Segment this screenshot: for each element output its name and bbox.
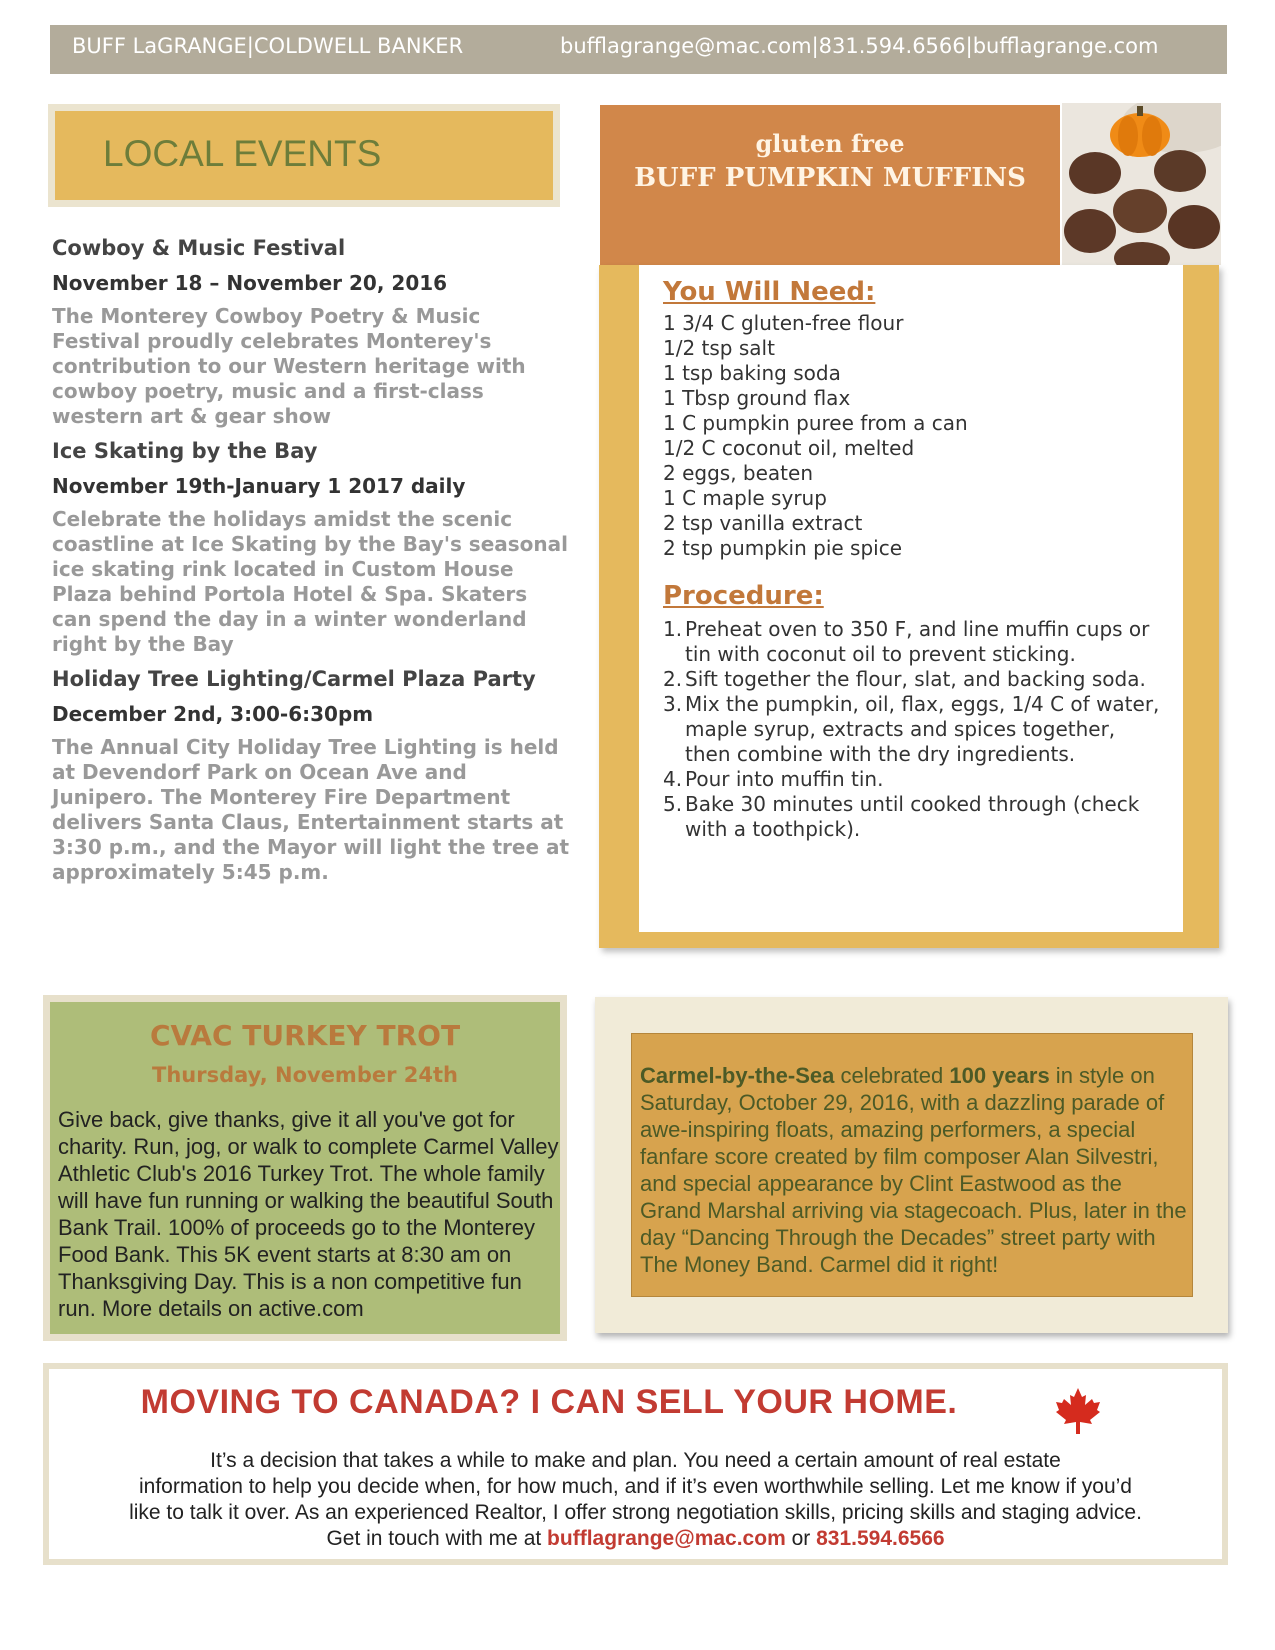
ingredients-heading: You Will Need: — [663, 277, 876, 307]
turkey-trot-date: Thursday, November 24th — [152, 1063, 458, 1087]
step-text: Sift together the flour, slat, and backing soda. — [685, 667, 1146, 691]
procedure-step — [663, 792, 1163, 842]
procedure-list — [663, 617, 1163, 842]
canada-line: It’s a decision that takes a while to make and plan. You need a certain amount of real estate — [210, 1449, 1061, 1472]
recipe-subtitle: gluten free — [755, 129, 905, 158]
procedure-step — [663, 617, 1163, 667]
pumpkin-muffins-photo — [1062, 103, 1221, 265]
recipe-title: BUFF PUMPKIN MUFFINS — [634, 163, 1026, 193]
ingredient-item: 1/2 C coconut oil, melted — [663, 436, 915, 460]
carmel-body — [640, 1062, 1188, 1278]
procedure-step — [663, 692, 1163, 767]
agent-name: BUFF LaGRANGE|COLDWELL BANKER — [72, 34, 464, 58]
canada-line: like to talk it over. As an experienced Realtor, I offer strong negotiation skills, pricing skills and staging advice. — [129, 1501, 1142, 1524]
local-events-title: LOCAL EVENTS — [103, 133, 382, 174]
step-number: 2. — [663, 667, 683, 691]
event-title: Cowboy & Music Festival — [52, 236, 346, 260]
canada-box — [43, 1363, 1228, 1565]
turkey-trot-title: CVAC TURKEY TROT — [149, 1019, 461, 1052]
step-text: Bake 30 minutes until cooked through (check with a toothpick). — [685, 792, 1140, 841]
ingredient-item: 1/2 tsp salt — [663, 336, 775, 360]
ingredient-item: 2 tsp vanilla extract — [663, 511, 863, 535]
local-events-banner-inner — [55, 111, 553, 200]
carmel-box — [631, 1033, 1193, 1297]
event-description: The Monterey Cowboy Poetry & Music Festival proudly celebrates Monterey's contribution to our Western heritage with cowboy poetry, music and a first-class western art & gear show — [52, 304, 526, 428]
step-text: Pour into muffin tin. — [685, 767, 884, 791]
procedure-step — [663, 667, 1163, 692]
ingredient-item: 1 3/4 C gluten-free flour — [663, 311, 904, 335]
turkey-trot-body: Give back, give thanks, give it all you've got for charity. Run, jog, or walk to complete Carmel Valley Athletic Club's 2016 Turkey Trot. The whole family will have fun running or walking the beautiful South Bank Trail. 100% of proceeds go to the Monterey Food Bank. This 5K event starts at 8:30 am on Thanksgiving Day. This is a non competitive fun run. More details on active.com — [58, 1107, 559, 1321]
header-bar — [50, 25, 1227, 74]
carmel-paper — [595, 997, 1228, 1333]
step-number: 4. — [663, 767, 683, 791]
ingredient-item: 1 tsp baking soda — [663, 361, 841, 385]
event-title: Holiday Tree Lighting/Carmel Plaza Party — [52, 667, 536, 691]
turkey-trot-box — [43, 995, 567, 1341]
event-item — [52, 666, 572, 885]
step-text: Mix the pumpkin, oil, flax, eggs, 1/4 C of water, maple syrup, extracts and spices together, then combine with the dry ingredients. — [685, 692, 1160, 766]
recipe-frame — [599, 265, 1219, 948]
step-number: 5. — [663, 792, 683, 816]
canada-body — [65, 1448, 1206, 1552]
recipe-card — [639, 265, 1183, 932]
phone-link[interactable]: 831.594.6566 — [816, 1527, 945, 1550]
carmel-rest: in style on Saturday, October 29, 2016, with a dazzling parade of awe-inspiring floats, amazing performers, a special fanfare score created by film composer Alan Silvestri, and special appearance by Clint Eastwood as the Grand Marshal arriving via stagecoach. Plus, later in the day “Dancing Through the Decades” street party with The Money Band. Carmel did it right! — [640, 1063, 1187, 1277]
canada-inner — [49, 1369, 1222, 1559]
event-description: Celebrate the holidays amidst the scenic coastline at Ice Skating by the Bay's seasonal ice skating rink located in Custom House Plaza behind Portola Hotel & Spa. Skaters can spend the day in a winter wonderland right by the Bay — [52, 507, 569, 656]
procedure-heading: Procedure: — [663, 581, 824, 611]
event-date: December 2nd, 3:00-6:30pm — [52, 702, 374, 726]
event-description: The Annual City Holiday Tree Lighting is held at Devendorf Park on Ocean Ave and Junipero. The Monterey Fire Department delivers Santa Claus, Entertainment starts at 3:30 p.m., and the Mayor will light the tree at approximately 5:45 p.m. — [52, 735, 570, 884]
ingredient-item: 1 C pumpkin puree from a can — [663, 411, 968, 435]
step-number: 1. — [663, 617, 683, 641]
muffins-illustration — [1062, 103, 1221, 265]
canada-line: information to help you decide when, for how much, and if it’s even worthwhile selling. Let me know if you’d — [139, 1475, 1132, 1498]
step-number: 3. — [663, 692, 683, 716]
maple-leaf-icon — [1052, 1385, 1104, 1437]
events-list — [52, 235, 572, 894]
event-item — [52, 438, 572, 657]
canada-contact-line — [65, 1526, 1206, 1552]
contact-line[interactable]: bufflagrange@mac.com|831.594.6566|bufflagrange.com — [560, 34, 1159, 58]
ingredients-list — [663, 311, 968, 561]
event-date: November 19th-January 1 2017 daily — [52, 474, 466, 498]
contact-or: or — [785, 1527, 817, 1550]
event-title: Ice Skating by the Bay — [52, 439, 318, 463]
procedure-step — [663, 767, 1163, 792]
step-text: Preheat oven to 350 F, and line muffin cups or tin with coconut oil to prevent sticking. — [685, 617, 1150, 666]
local-events-banner — [48, 104, 560, 207]
carmel-highlight: 100 years — [949, 1063, 1050, 1088]
contact-prefix: Get in touch with me at — [326, 1527, 548, 1550]
ingredient-item: 2 tsp pumpkin pie spice — [663, 536, 903, 560]
carmel-mid: celebrated — [834, 1063, 950, 1088]
ingredient-item: 1 C maple syrup — [663, 486, 827, 510]
event-item — [52, 235, 572, 429]
carmel-lead: Carmel-by-the-Sea — [640, 1063, 835, 1088]
ingredient-item: 1 Tbsp ground flax — [663, 386, 851, 410]
canada-title: MOVING TO CANADA? I CAN SELL YOUR HOME. — [140, 1383, 958, 1421]
ingredient-item: 2 eggs, beaten — [663, 461, 813, 485]
turkey-trot-inner — [50, 1002, 560, 1334]
event-date: November 18 – November 20, 2016 — [52, 271, 448, 295]
email-link[interactable]: bufflagrange@mac.com — [547, 1527, 786, 1550]
recipe-header — [600, 105, 1060, 265]
